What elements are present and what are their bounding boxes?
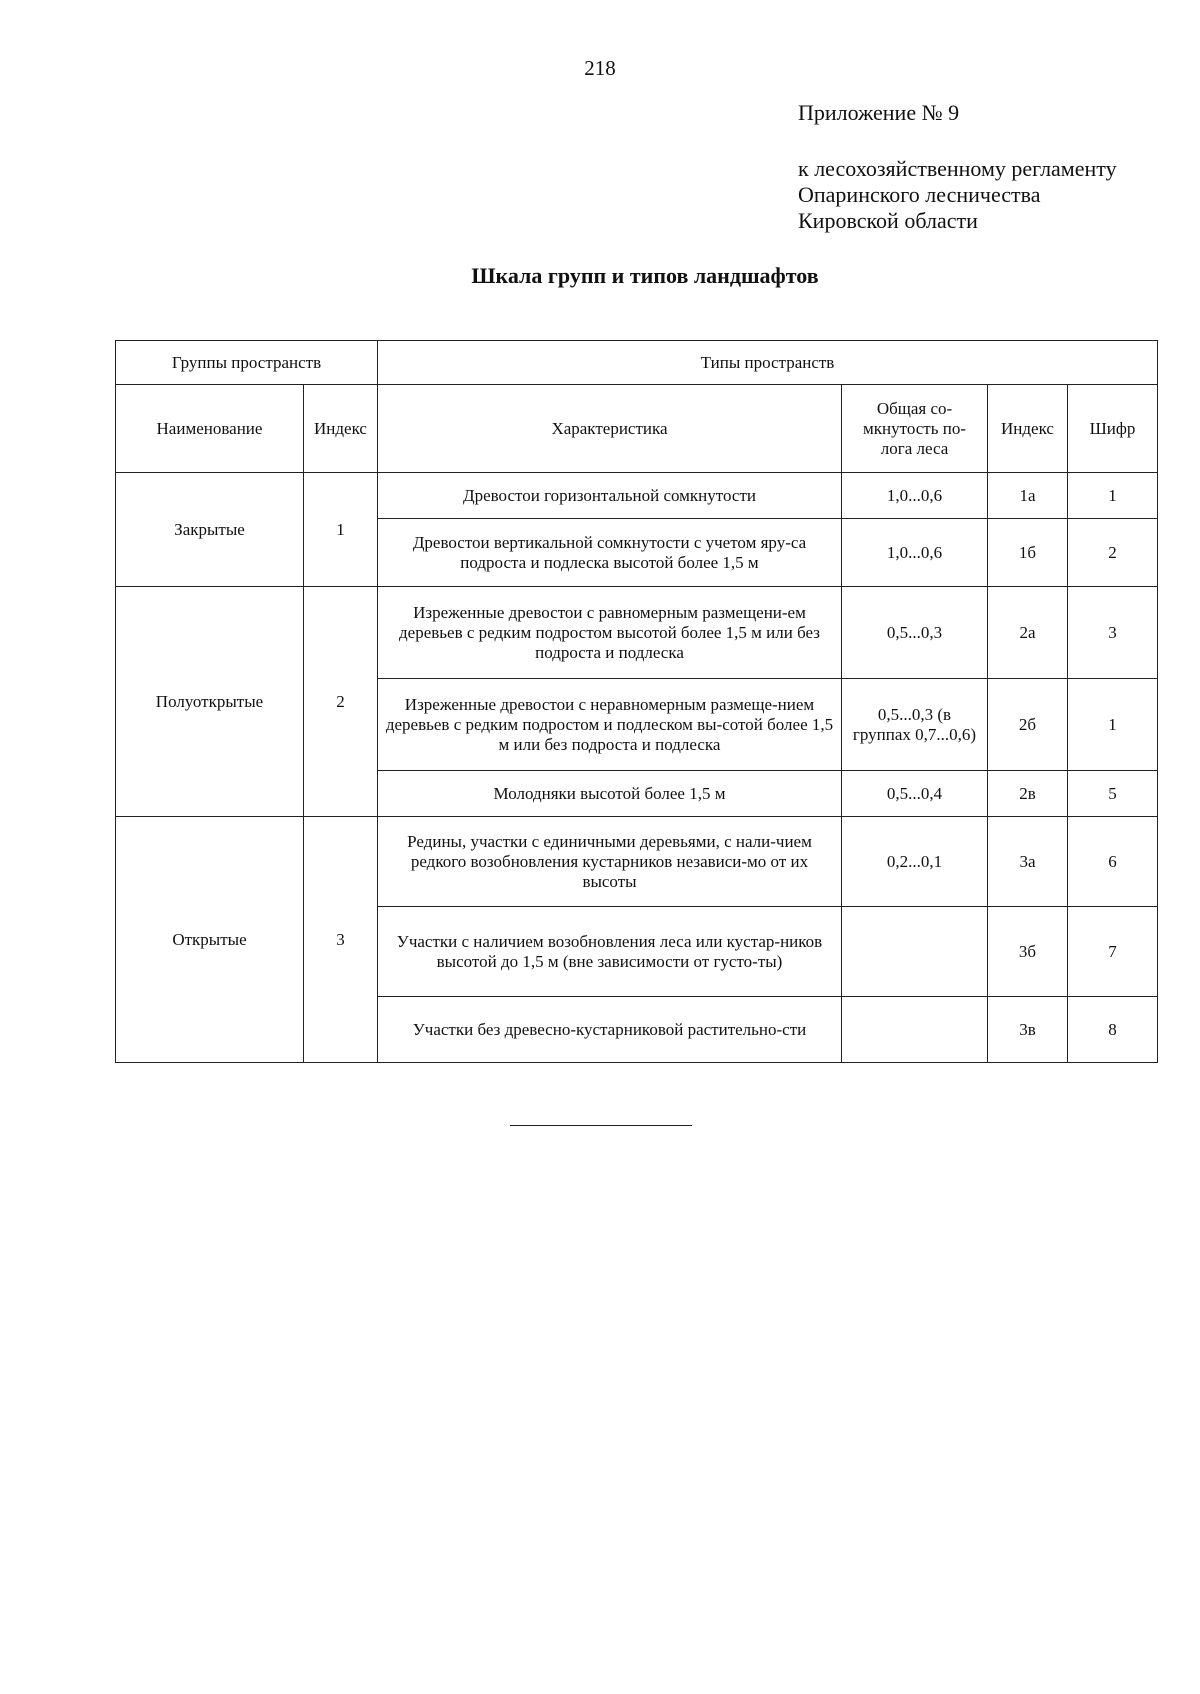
type-density [842,907,988,997]
type-characteristic: Древостои горизонтальной сомкнутости [378,473,842,519]
header-type-index: Индекс [988,385,1068,473]
type-density: 1,0...0,6 [842,519,988,587]
type-characteristic: Редины, участки с единичными деревьями, с нали-чием редкого возобновления кустарников независи-мо от их высоты [378,817,842,907]
type-index: 3б [988,907,1068,997]
type-characteristic: Изреженные древостои с неравномерным размеще-нием деревьев с редким подростом и подлеском вы-сотой более 1,5 м или без подроста и подлеска [378,679,842,771]
header-groups: Группы пространств [116,341,378,385]
type-index: 2в [988,771,1068,817]
header-group-index: Индекс [304,385,378,473]
type-code: 8 [1068,997,1158,1063]
type-code: 3 [1068,587,1158,679]
page-number: 218 [584,56,616,80]
table-row [116,587,1158,679]
table-header-row [116,341,1158,385]
group-name: Открытые [116,817,304,1063]
appendix-ref-line: к лесохозяйственному регламенту [798,156,1117,181]
group-index: 3 [304,817,378,1063]
type-index: 1а [988,473,1068,519]
type-characteristic: Молодняки высотой более 1,5 м [378,771,842,817]
type-density: 0,5...0,4 [842,771,988,817]
type-code: 7 [1068,907,1158,997]
type-density [842,997,988,1063]
type-index: 3а [988,817,1068,907]
type-code: 5 [1068,771,1158,817]
type-characteristic: Древостои вертикальной сомкнутости с учетом яру-са подроста и подлеска высотой более 1,5 м [378,519,842,587]
group-index: 1 [304,473,378,587]
type-density: 1,0...0,6 [842,473,988,519]
type-density: 0,2...0,1 [842,817,988,907]
type-characteristic: Изреженные древостои с равномерным размещени-ем деревьев с редким подростом высотой более 1,5 м или без подроста и подлеска [378,587,842,679]
type-density: 0,5...0,3 (в группах 0,7...0,6) [842,679,988,771]
header-characteristic: Характеристика [378,385,842,473]
table-row [116,473,1158,519]
type-index: 3в [988,997,1068,1063]
type-code: 1 [1068,473,1158,519]
document-title: Шкала групп и типов ландшафтов [471,263,819,288]
header-name: Наименование [116,385,304,473]
table-row [116,817,1158,907]
type-code: 2 [1068,519,1158,587]
type-characteristic: Участки с наличием возобновления леса или кустар-ников высотой до 1,5 м (вне зависимости от густо-ты) [378,907,842,997]
landscape-scale-table [115,340,1158,1063]
group-name: Закрытые [116,473,304,587]
table-subheader-row [116,385,1158,473]
header-density: Общая со-мкнутость по-лога леса [842,385,988,473]
appendix-ref-line: Кировской области [798,208,978,233]
appendix-label: Приложение № 9 [798,100,960,125]
type-index: 1б [988,519,1068,587]
group-index: 2 [304,587,378,817]
type-characteristic: Участки без древесно-кустарниковой растительно-сти [378,997,842,1063]
group-name: Полуоткрытые [116,587,304,817]
type-index: 2б [988,679,1068,771]
appendix-reference [798,156,1117,234]
type-density: 0,5...0,3 [842,587,988,679]
type-index: 2а [988,587,1068,679]
header-code: Шифр [1068,385,1158,473]
header-types: Типы пространств [378,341,1158,385]
type-code: 6 [1068,817,1158,907]
footer-divider [510,1125,692,1126]
type-code: 1 [1068,679,1158,771]
appendix-ref-line: Опаринского лесничества [798,182,1041,207]
